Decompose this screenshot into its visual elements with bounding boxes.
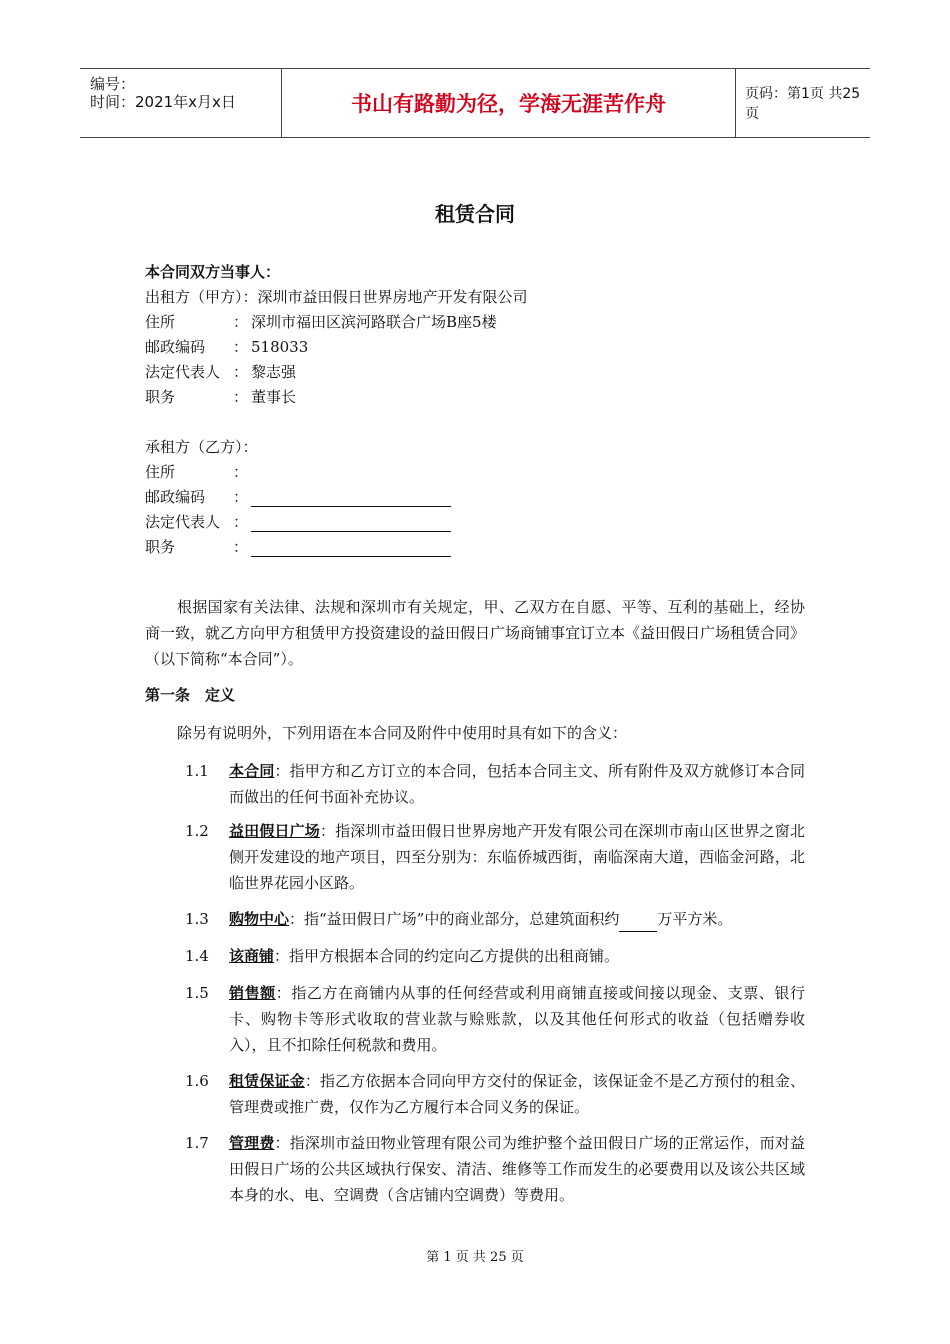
item-term: 租赁保证金 [229,1072,305,1090]
document-title: 租赁合同 [435,202,515,226]
lessor-title-label: 职务 [145,388,176,406]
lessor-label: 出租方（甲方）： [145,288,258,306]
item-number: 1.3 [185,910,209,928]
definition-item [185,980,805,1058]
lessee-title-blank[interactable] [251,540,451,557]
lessee-title-label: 职务 [145,538,176,556]
lessor-address-label: 住所 [145,313,176,331]
lessor-title: 董事长 [251,388,297,406]
lessor-postcode: 518033 [251,338,309,356]
lessee-rep-line [145,512,451,532]
item-number: 1.4 [185,947,209,965]
item-number: 1.6 [185,1072,209,1090]
item-text: ：指深圳市益田假日世界房地产开发有限公司在深圳市南山区世界之窗北侧开发建设的地产项目，四至分别为：东临侨城西街，南临深南大道，西临金河路，北临世界花园小区路。 [229,822,805,892]
lessee-postcode-label: 邮政编码 [145,488,206,506]
item-text: ：指甲方和乙方订立的本合同，包括本合同主文、所有附件及双方就修订本合同而做出的任何书面补充协议。 [229,762,805,806]
item-text: ：指“益田假日广场”中的商业部分，总建筑面积约 [289,910,620,928]
item-text: ：指乙方在商铺内从事的任何经营或利用商铺直接或间接以现金、支票、银行卡、购物卡等形式收取的营业款与赊账款，以及其他任何形式的收益（包括赠券收入），且不扣除任何税款和费用。 [229,984,805,1054]
lessee-title-line [145,537,451,557]
item-term: 益田假日广场 [229,822,320,840]
lessor-line [145,287,528,307]
header-motto: 书山有路勤为径，学海无涯苦作舟 [281,69,736,137]
page-footer: 第 1 页 共 25 页 [426,1250,524,1265]
lessor-address-line [145,312,497,332]
lessor-rep-label: 法定代表人 [145,363,221,381]
lessee-line: 承租方（乙方）： [145,438,258,456]
colon: ： [233,313,249,331]
lessor-name: 深圳市益田假日世界房地产开发有限公司 [257,288,528,306]
definition-item [185,1068,805,1120]
lessor-address: 深圳市福田区滨河路联合广场B座5楼 [251,313,497,331]
item-number: 1.5 [185,984,209,1002]
lessee-postcode-line [145,487,451,507]
colon: ： [233,513,249,531]
header-info [80,69,280,137]
colon: ： [233,488,249,506]
lessee-rep-label: 法定代表人 [145,513,221,531]
preamble-paragraph: 根据国家有关法律、法规和深圳市有关规定，甲、乙双方在自愿、平等、互利的基础上，经协商一致，就乙方向甲方租赁甲方投资建设的益田假日广场商铺事宜订立本《益田假日广场租赁合同》（以下简称“本合同”）。 [145,598,806,668]
item-number: 1.7 [185,1134,209,1152]
item-text: ：指深圳市益田物业管理有限公司为维护整个益田假日广场的正常运作，而对益田假日广场的公共区域执行保安、清洁、维修等工作而发生的必要费用以及该公共区域本身的水、电、空调费（含店铺内空调费）等费用。 [229,1134,805,1204]
parties-heading: 本合同双方当事人： [145,263,281,281]
article-1-heading: 第一条 定义 [145,686,236,704]
definition-item [185,1130,805,1208]
item-term: 销售额 [229,984,276,1002]
area-blank[interactable] [619,915,657,932]
colon: ： [233,463,249,481]
lessor-title-line [145,387,296,407]
item-text: ：指甲方根据本合同的约定向乙方提供的出租商铺。 [274,947,620,965]
page-header [80,68,870,138]
lessor-rep-line [145,362,296,382]
lessee-address-line [145,462,251,482]
item-number: 1.2 [185,822,209,840]
item-term: 该商铺 [229,947,275,965]
lessor-rep: 黎志强 [251,363,297,381]
definition-item [185,758,805,810]
colon: ： [233,388,249,406]
definition-item [185,943,805,969]
item-term: 购物中心 [229,910,290,928]
colon: ： [233,363,249,381]
lessor-postcode-line [145,337,308,357]
item-number: 1.1 [185,762,209,780]
item-text-after: 万平方米。 [657,910,733,928]
colon: ： [233,538,249,556]
definition-item [185,906,805,932]
item-text: ：指乙方依据本合同向甲方交付的保证金，该保证金不是乙方预付的租金、管理费或推广费，仅作为乙方履行本合同义务的保证。 [229,1072,805,1116]
lessee-address-label: 住所 [145,463,176,481]
header-page-number: 页码：第1页 共25页 [745,86,861,122]
item-term: 本合同 [229,762,275,780]
document-date: 时间：2021年x月x日 [90,93,236,111]
lessor-postcode-label: 邮政编码 [145,338,206,356]
colon: ： [233,338,249,356]
definition-item [185,818,805,896]
lessee-postcode-blank[interactable] [251,490,451,507]
lessee-rep-blank[interactable] [251,515,451,532]
item-term: 管理费 [229,1134,275,1152]
document-number-label: 编号： [90,75,136,93]
article-1-intro: 除另有说明外，下列用语在本合同及附件中使用时具有如下的含义： [177,724,628,742]
